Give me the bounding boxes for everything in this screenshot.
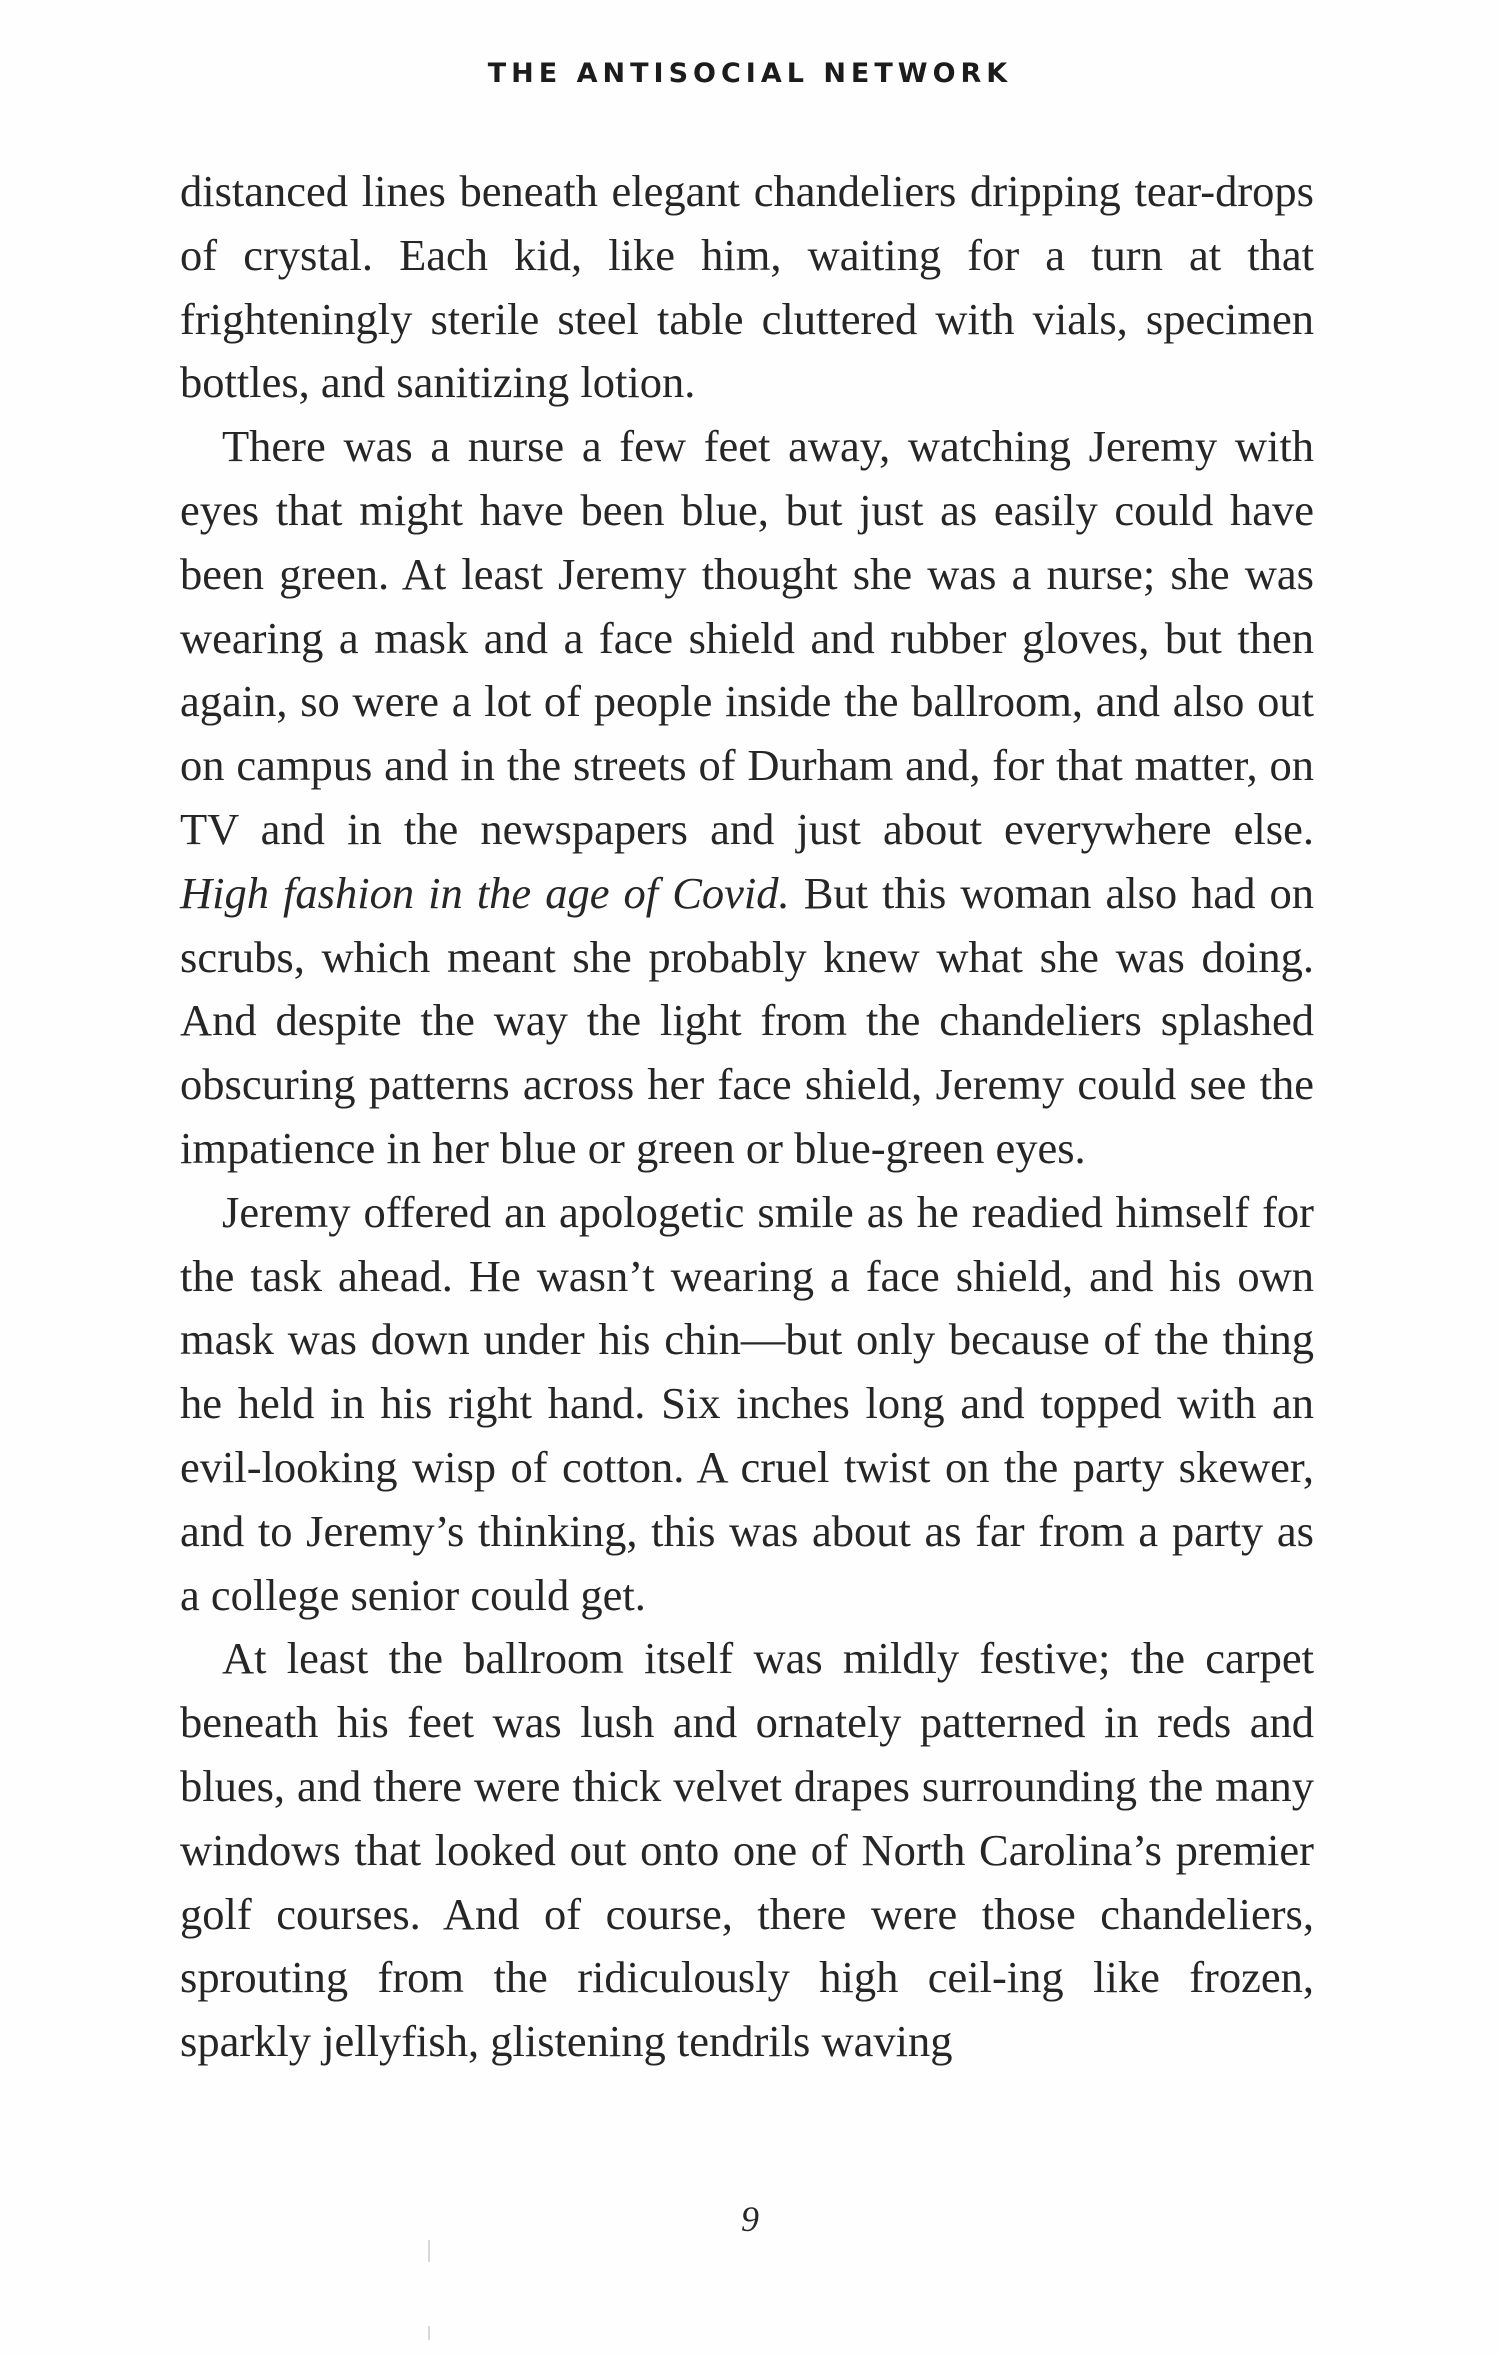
paragraph (180, 160, 1314, 415)
paragraph-text: There was a nurse a few feet away, watching Jeremy with eyes that might have been blue, but just as easily could have been green. At least Jeremy thought she was a nurse; she was wearing a mask and a face shield and rubber gloves, but then again, so were a lot of people inside the ballroom, and also out on campus and in the streets of Durham and, for that matter, on TV and in the newspapers and just about everywhere else. (180, 421, 1314, 854)
paragraph (180, 1181, 1314, 1628)
paragraph-text: But this woman also had on scrubs, which meant she probably knew what she was doing. And despite the way the light from the chandeliers splashed obscuring patterns across her face shield, Jeremy could see the impatience in her blue or green or blue-green eyes. (180, 867, 1314, 1173)
paragraph-text: distanced lines beneath elegant chandeliers dripping tear-drops of crystal. Each kid, like him, waiting for a turn at that frighteningly sterile steel table cluttered with vials, specimen bottles, and sanitizing lotion. (180, 166, 1314, 408)
body-text (180, 160, 1314, 2074)
paragraph (180, 1627, 1314, 2074)
paragraph-text: Jeremy offered an apologetic smile as he readied himself for the task ahead. He wasn’t wearing a face shield, and his own mask was down under his chin—but only because of the thing he held in his right hand. Six inches long and topped with an evil-looking wisp of cotton. A cruel twist on the party skewer, and to Jeremy’s thinking, this was about as far from a party as a college senior could get. (180, 1186, 1314, 1620)
paragraph (180, 415, 1314, 1181)
running-head-title: THE ANTISOCIAL NETWORK (487, 58, 1013, 89)
italic-phrase: High fashion in the age of Covid. (180, 867, 790, 918)
page-number: 9 (741, 2199, 759, 2239)
scan-artifact-mark (428, 2240, 430, 2262)
paragraph-text: At least the ballroom itself was mildly festive; the carpet beneath his feet was lush and ornately patterned in reds and blues, and there were thick velvet drapes surrounding the many windows that looked out onto one of North Carolina’s premier golf courses. And of course, there were those chandeliers, sprouting from the ridiculously high ceil-ing like frozen, sparkly jellyfish, glistening tendrils waving (180, 1633, 1314, 2067)
scan-artifact-mark (428, 2326, 430, 2340)
